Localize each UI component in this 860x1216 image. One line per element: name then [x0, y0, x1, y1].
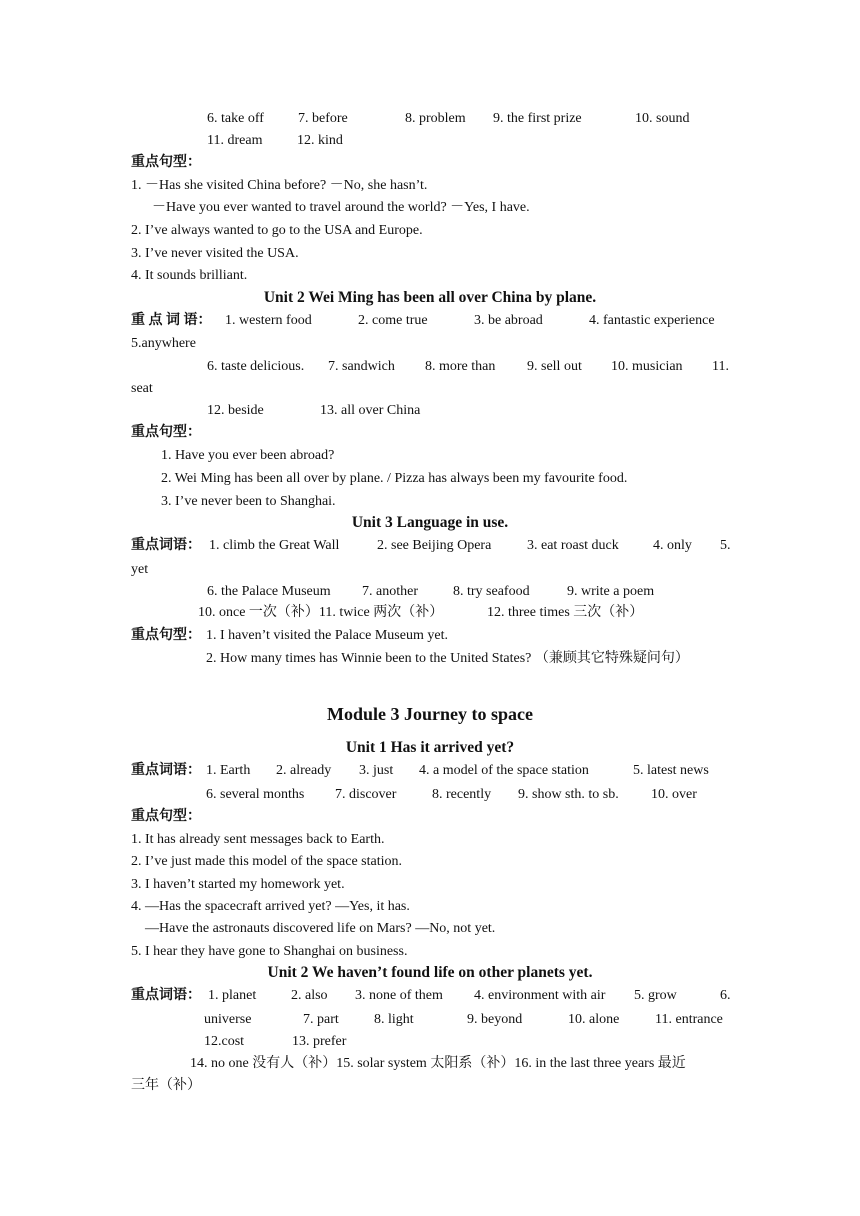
- word-item: 9. the first prize: [493, 111, 582, 126]
- patterns-label: 重点句型：: [131, 628, 201, 643]
- word-item: 7. another: [362, 584, 418, 599]
- word-item: 3. be abroad: [474, 313, 543, 328]
- word-item: 14. no one 没有人（补）15. solar system 太阳系（补）16. in the last three years 最近: [190, 1056, 686, 1071]
- word-item: 8. light: [374, 1012, 414, 1027]
- sentence: 3. I’ve never visited the USA.: [131, 246, 299, 261]
- word-item: 7. part: [303, 1012, 339, 1027]
- sentence: 1. It has already sent messages back to Earth.: [131, 832, 385, 847]
- word-item: 5.: [720, 538, 731, 553]
- word-item: 13. all over China: [320, 403, 421, 418]
- word-item: 9. write a poem: [567, 584, 655, 599]
- words-label: 重点词语：: [131, 538, 201, 553]
- word-item: 5. grow: [634, 988, 677, 1003]
- word-item: 10. once 一次（补）11. twice 两次（补）: [198, 605, 444, 620]
- word-item: 2. see Beijing Opera: [377, 538, 492, 553]
- word-item: 11.: [712, 359, 729, 374]
- sentence: 5. I hear they have gone to Shanghai on business.: [131, 944, 408, 959]
- word-item: 6. the Palace Museum: [207, 584, 331, 599]
- word-item: 10. over: [651, 787, 697, 802]
- word-item: 10. musician: [611, 359, 683, 374]
- word-item: 4. fantastic experience: [589, 313, 715, 328]
- word-item: 12.cost: [204, 1034, 245, 1049]
- sentence: 3. I haven’t started my homework yet.: [131, 877, 345, 892]
- sentence: 2. I’ve always wanted to go to the USA and Europe.: [131, 223, 423, 238]
- word-item: 4. a model of the space station: [419, 763, 589, 778]
- word-item: 11. dream: [207, 133, 263, 148]
- word-item: 7. discover: [335, 787, 397, 802]
- sentence: 1. I haven’t visited the Palace Museum yet.: [206, 628, 448, 643]
- word-item: 3. none of them: [355, 988, 443, 1003]
- patterns-label: 重点句型：: [131, 155, 201, 170]
- word-item: 2. also: [291, 988, 328, 1003]
- sentence: 3. I’ve never been to Shanghai.: [161, 494, 336, 509]
- sentence: 2. Wei Ming has been all over by plane. / Pizza has always been my favourite food.: [161, 471, 628, 486]
- sentence: —Have the astronauts discovered life on Mars? —No, not yet.: [145, 921, 496, 936]
- word-item: 12. kind: [297, 133, 343, 148]
- sentence: 1. Have you ever been abroad?: [161, 448, 335, 463]
- sentence: 4. It sounds brilliant.: [131, 268, 248, 283]
- word-item: 5. latest news: [633, 763, 709, 778]
- words-label: 重点词语：: [131, 988, 201, 1003]
- word-item: 7. before: [298, 111, 348, 126]
- unit-title: Unit 1 Has it arrived yet?: [345, 739, 515, 756]
- patterns-label: 重点句型：: [131, 809, 201, 824]
- unit-title: Unit 2 We haven’t found life on other planets yet.: [267, 964, 593, 981]
- word-item: 1. planet: [208, 988, 257, 1003]
- sentence: 2. I’ve just made this model of the space station.: [131, 854, 402, 869]
- word-item: universe: [204, 1012, 252, 1027]
- word-item: 2. come true: [358, 313, 428, 328]
- sentence: 2. How many times has Winnie been to the United States? （兼顾其它特殊疑问句）: [206, 651, 689, 666]
- word-item: 4. environment with air: [474, 988, 606, 1003]
- word-item: 6. taste delicious.: [207, 359, 305, 374]
- module-title: Module 3 Journey to space: [327, 704, 533, 724]
- word-item: 三年（补）: [131, 1078, 201, 1093]
- word-item: 12. beside: [207, 403, 264, 418]
- word-item: 4. only: [653, 538, 692, 553]
- sentence: 4. —Has the spacecraft arrived yet? —Yes, it has.: [131, 899, 410, 914]
- word-item: 10. sound: [635, 111, 690, 126]
- word-item: 8. recently: [432, 787, 492, 802]
- word-item: 1. climb the Great Wall: [209, 538, 340, 553]
- word-item: 5.anywhere: [131, 336, 196, 351]
- unit-title: Unit 2 Wei Ming has been all over China by plane.: [263, 289, 597, 306]
- word-item: 6.: [720, 988, 731, 1003]
- word-item: 2. already: [276, 763, 332, 778]
- word-item: 8. problem: [405, 111, 466, 126]
- word-item: yet: [131, 562, 149, 577]
- word-item: 12. three times 三次（补）: [487, 605, 644, 620]
- word-item: 10. alone: [568, 1012, 620, 1027]
- word-item: 1. Earth: [206, 763, 251, 778]
- patterns-label: 重点句型：: [131, 425, 201, 440]
- word-item: 1. western food: [225, 313, 312, 328]
- word-item: 8. more than: [425, 359, 496, 374]
- word-item: 3. eat roast duck: [527, 538, 619, 553]
- words-label: 重 点 词 语：: [131, 313, 212, 328]
- word-item: 3. just: [359, 763, 394, 778]
- word-item: 9. show sth. to sb.: [518, 787, 619, 802]
- sentence: －Have you ever wanted to travel around the world? －Yes, I have.: [152, 200, 530, 215]
- word-item: 13. prefer: [292, 1034, 347, 1049]
- word-item: 11. entrance: [655, 1012, 723, 1027]
- words-label: 重点词语：: [131, 763, 201, 778]
- word-item: 6. several months: [206, 787, 305, 802]
- sentence: 1. －Has she visited China before? －No, she hasn’t.: [131, 178, 428, 193]
- word-item: 6. take off: [207, 111, 264, 126]
- unit-title: Unit 3 Language in use.: [351, 514, 509, 531]
- word-item: 9. beyond: [467, 1012, 523, 1027]
- word-item: 7. sandwich: [328, 359, 395, 374]
- word-item: seat: [131, 381, 153, 396]
- word-item: 8. try seafood: [453, 584, 530, 599]
- word-item: 9. sell out: [527, 359, 582, 374]
